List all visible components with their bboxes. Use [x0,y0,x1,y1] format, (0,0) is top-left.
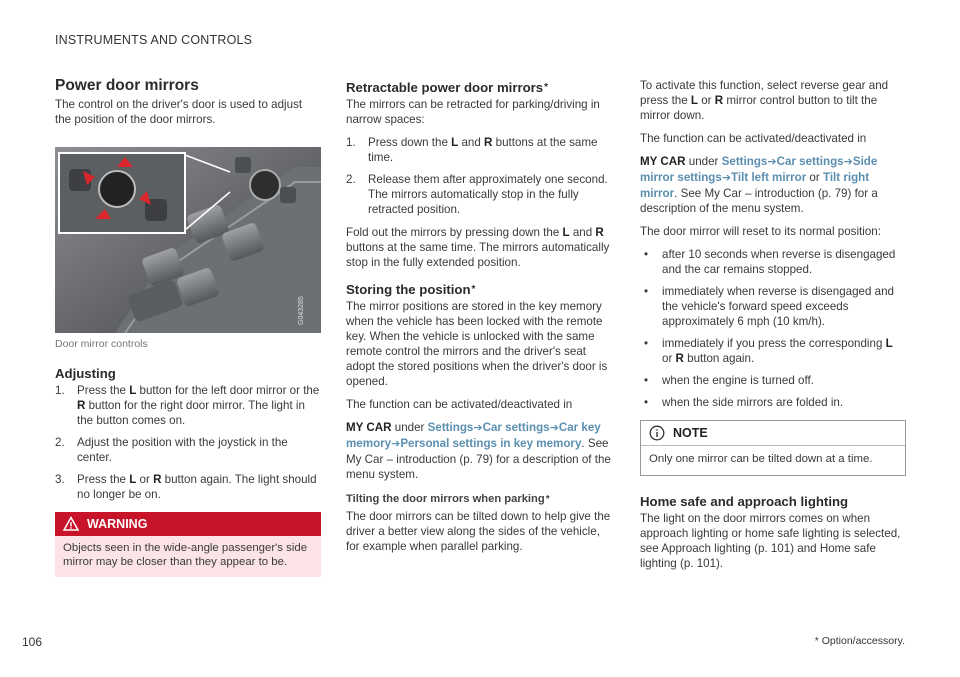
activate-text: The function can be activated/deactivated in [346,398,573,411]
title-power-door-mirrors: Power door mirrors [55,77,199,94]
list-item: 3. Press the L or R button again. The light should no longer be on. [55,473,317,501]
menu-path-text: MY CAR under Settings➔Car settings➔Car key memory➔Personal settings in key memory. See My Car – introduction (p. 79) for a description of the menu system. [346,421,611,481]
list-item: 2. Adjust the position with the joystick in the center. [55,436,288,464]
tilt-activate-text: To activate this function, select reverse gear and press the L or R mirror control button to tilt the mirror down. [640,79,889,122]
heading-tilting: Tilting the door mirrors when parking* [346,493,550,505]
list-item: • when the side mirrors are folded in. [644,396,844,409]
intro-text: The control on the driver's door is used to adjust the position of the door mirrors. [55,98,303,126]
func-text: The function can be activated/deactivated in [640,132,867,145]
info-icon [649,425,665,441]
list-item: • after 10 seconds when reverse is disengaged and the car remains stopped. [644,248,896,276]
section-header: INSTRUMENTS AND CONTROLS [55,33,253,47]
figure-code: G043285 [298,296,305,325]
note-label: NOTE [673,425,708,440]
footnote: * Option/accessory. [814,635,905,647]
heading-retractable: Retractable power door mirrors* [346,80,549,95]
figure-caption: Door mirror controls [55,338,148,350]
home-safe-text: The light on the door mirrors comes on when approach lighting or home safe lighting is selected, see Approach lighting (p. 101) and Home safe lighting (p. 101). [640,512,901,570]
warning-triangle-icon [63,516,79,532]
list-item: 2. Release them after approximately one second. The mirrors automatically stop in the fully retracted position. [346,173,608,216]
heading-home-safe: Home safe and approach lighting [640,494,849,509]
tilt-text: The door mirrors can be tilted down to help give the driver a better view along the sides of the vehicle, for example when parallel parking. [346,510,611,553]
note-text: Only one mirror can be tilted down at a time. [641,445,905,475]
note-box [640,420,906,476]
door-mirror-controls-illustration [55,147,321,333]
column-middle [346,78,612,562]
warning-text: Objects seen in the wide-angle passenger's side mirror may be closer than they appear to be. [63,542,308,568]
reset-text: The door mirror will reset to its normal position: [640,225,881,238]
heading-adjusting: Adjusting [55,366,116,381]
adjusting-steps [55,383,321,502]
list-item: • when the engine is turned off. [644,374,814,387]
menu-path-text: MY CAR under Settings➔Car settings➔Side mirror settings➔Tilt left mirror or Tilt right mirror. See My Car – introduction (p. 79) for a description of the menu system. [640,155,878,215]
list-item: • immediately if you press the corresponding L or R button again. [644,337,893,365]
column-left [55,78,321,577]
retract-steps [346,135,612,217]
retract-intro: The mirrors can be retracted for parking/driving in narrow spaces: [346,98,600,126]
page-number: 106 [22,635,43,649]
list-item: • immediately when reverse is disengaged and the vehicle's forward speed exceeds approximately 6 mph (10 km/h). [644,285,895,328]
column-right [640,78,906,579]
foldout-text: Fold out the mirrors by pressing down the L and R buttons at the same time. The mirrors automatically stop in the fully extended position. [346,226,610,269]
list-item: 1. Press down the L and R buttons at the same time. [346,136,598,164]
storing-text: The mirror positions are stored in the key memory when the vehicle has been locked with the remote key. When the vehicle is unlocked with the same remote control the mirrors and the driver's seat adopt the stored positions when the driver's door is opened. [346,300,608,388]
warning-box [55,512,321,577]
heading-storing: Storing the position* [346,282,476,297]
list-item: 1. Press the L button for the left door mirror or the R button for the right door mirror. The light in the button comes on. [55,384,320,427]
reset-conditions-list [640,247,906,410]
door-mirror-controls-figure [55,147,321,333]
warning-label: WARNING [87,516,148,531]
